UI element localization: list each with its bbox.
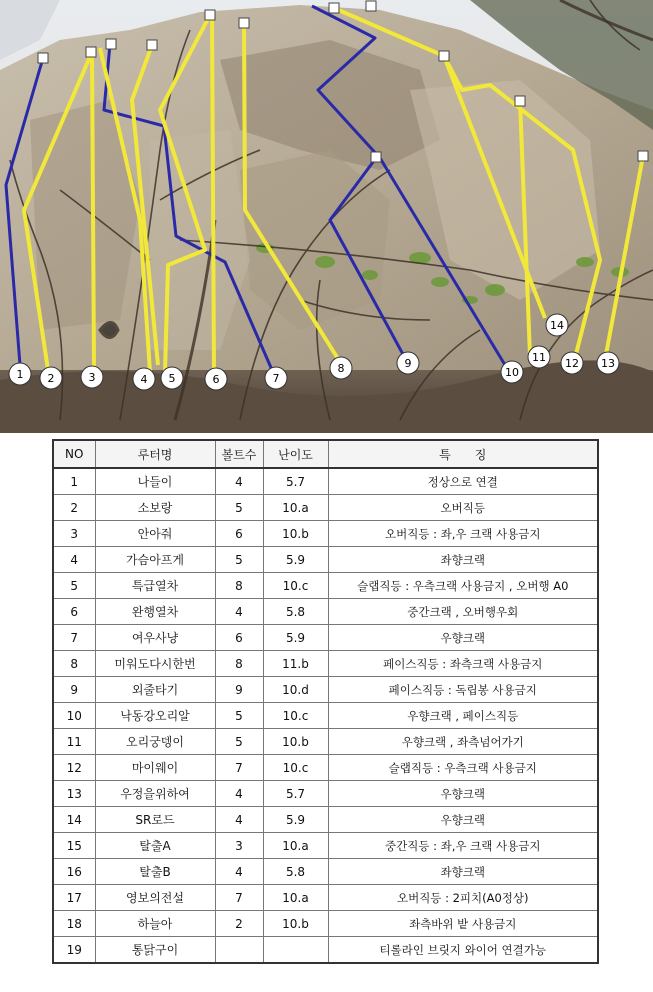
header-grade: 난이도 — [263, 440, 328, 468]
route-label-9 — [397, 352, 419, 374]
header-route-name: 루터명 — [95, 440, 215, 468]
cell-no: 11 — [53, 729, 95, 755]
svg-text:4: 4 — [140, 373, 148, 386]
cell-features: 좌향크랙 — [328, 547, 598, 573]
cell-features: 좌측바위 밭 사용금지 — [328, 911, 598, 937]
cell-no: 17 — [53, 885, 95, 911]
cell-features: 좌향크랙 — [328, 859, 598, 885]
table-row — [53, 573, 598, 599]
table-body — [53, 468, 598, 963]
cell-features: 오버직등 : 좌,우 크랙 사용금지 — [328, 521, 598, 547]
route-label-5 — [161, 367, 183, 389]
svg-text:11: 11 — [532, 351, 546, 364]
cell-no: 6 — [53, 599, 95, 625]
cell-route-name: 하늘아 — [95, 911, 215, 937]
cell-grade: 5.8 — [263, 599, 328, 625]
crag-topo-svg — [0, 0, 653, 433]
route-table-container — [52, 439, 597, 964]
cell-features: 우향크랙 — [328, 807, 598, 833]
cell-no: 12 — [53, 755, 95, 781]
cell-no: 10 — [53, 703, 95, 729]
cell-bolt-count: 7 — [215, 885, 263, 911]
table-row — [53, 547, 598, 573]
route-label-7 — [265, 367, 287, 389]
cell-bolt-count: 4 — [215, 599, 263, 625]
route-label-13 — [597, 352, 619, 374]
table-row — [53, 833, 598, 859]
cell-features: 오버직등 : 2피치(A0정상) — [328, 885, 598, 911]
cell-features: 슬랩직등 : 우측크랙 사용금지 , 오버행 A0 — [328, 573, 598, 599]
cell-grade: 10.a — [263, 833, 328, 859]
cell-features: 우향크랙 , 좌측넘어가기 — [328, 729, 598, 755]
cell-bolt-count: 8 — [215, 573, 263, 599]
cell-grade: 5.7 — [263, 781, 328, 807]
cell-no: 4 — [53, 547, 95, 573]
cell-grade: 10.d — [263, 677, 328, 703]
route-label-12 — [561, 352, 583, 374]
route-info-table — [52, 439, 599, 964]
cell-bolt-count: 9 — [215, 677, 263, 703]
cell-bolt-count: 2 — [215, 911, 263, 937]
cell-grade: 10.c — [263, 573, 328, 599]
cell-route-name: 안아줘 — [95, 521, 215, 547]
table-row — [53, 807, 598, 833]
table-row — [53, 781, 598, 807]
cell-bolt-count: 4 — [215, 781, 263, 807]
svg-text:2: 2 — [47, 372, 55, 385]
cell-no: 9 — [53, 677, 95, 703]
table-row — [53, 599, 598, 625]
svg-text:1: 1 — [16, 368, 24, 381]
cell-bolt-count: 4 — [215, 859, 263, 885]
cell-no: 14 — [53, 807, 95, 833]
cell-no: 2 — [53, 495, 95, 521]
cell-features: 우향크랙 — [328, 781, 598, 807]
route-label-8 — [330, 357, 352, 379]
header-features: 특 징 — [328, 440, 598, 468]
cell-bolt-count: 6 — [215, 521, 263, 547]
cell-bolt-count: 4 — [215, 468, 263, 495]
cell-features: 슬랩직등 : 우측크랙 사용금지 — [328, 755, 598, 781]
cell-no: 16 — [53, 859, 95, 885]
cell-grade: 5.9 — [263, 547, 328, 573]
cell-bolt-count: 8 — [215, 651, 263, 677]
cell-route-name: SR로드 — [95, 807, 215, 833]
route-label-4 — [133, 368, 155, 390]
cell-grade: 10.a — [263, 495, 328, 521]
crag-route-photo — [0, 0, 653, 433]
cell-route-name: 가슴아프게 — [95, 547, 215, 573]
svg-text:13: 13 — [601, 357, 615, 370]
table-row — [53, 651, 598, 677]
cell-features: 중간크랙 , 오버행우회 — [328, 599, 598, 625]
cell-features: 정상으로 연결 — [328, 468, 598, 495]
cell-bolt-count: 4 — [215, 807, 263, 833]
cell-no: 13 — [53, 781, 95, 807]
cell-features: 페이스직등 : 좌측크랙 사용금지 — [328, 651, 598, 677]
cell-route-name: 외줄타기 — [95, 677, 215, 703]
cell-features: 우향크랙 , 페이스직등 — [328, 703, 598, 729]
cell-bolt-count: 7 — [215, 755, 263, 781]
cell-route-name: 특급열차 — [95, 573, 215, 599]
cell-grade: 5.9 — [263, 807, 328, 833]
cell-route-name: 탈출B — [95, 859, 215, 885]
table-row — [53, 677, 598, 703]
table-row — [53, 937, 598, 964]
table-row — [53, 468, 598, 495]
cell-route-name: 소보랑 — [95, 495, 215, 521]
cell-grade: 10.b — [263, 521, 328, 547]
cell-grade: 10.c — [263, 703, 328, 729]
cell-bolt-count: 5 — [215, 729, 263, 755]
cell-grade: 5.7 — [263, 468, 328, 495]
svg-text:12: 12 — [565, 357, 579, 370]
table-row — [53, 911, 598, 937]
cell-grade: 10.b — [263, 911, 328, 937]
cell-bolt-count: 5 — [215, 703, 263, 729]
svg-text:6: 6 — [212, 373, 220, 386]
route-label-2 — [40, 367, 62, 389]
table-row — [53, 729, 598, 755]
cell-route-name: 마이웨이 — [95, 755, 215, 781]
cell-no: 18 — [53, 911, 95, 937]
table-row — [53, 495, 598, 521]
svg-text:9: 9 — [404, 357, 412, 370]
svg-text:10: 10 — [505, 366, 519, 379]
table-row — [53, 625, 598, 651]
cell-features: 우향크랙 — [328, 625, 598, 651]
cell-no: 3 — [53, 521, 95, 547]
table-row — [53, 859, 598, 885]
cell-no: 7 — [53, 625, 95, 651]
cell-route-name: 여우사냥 — [95, 625, 215, 651]
route-label-11 — [528, 346, 550, 368]
table-header-row — [53, 440, 598, 468]
cell-grade — [263, 937, 328, 964]
cell-features: 페이스직등 : 독립봉 사용금지 — [328, 677, 598, 703]
cell-route-name: 통닭구이 — [95, 937, 215, 964]
cell-route-name: 탈출A — [95, 833, 215, 859]
route-label-10 — [501, 361, 523, 383]
cell-bolt-count — [215, 937, 263, 964]
svg-text:7: 7 — [272, 372, 280, 385]
table-row — [53, 521, 598, 547]
table-row — [53, 885, 598, 911]
cell-route-name: 완행열차 — [95, 599, 215, 625]
svg-text:3: 3 — [88, 371, 96, 384]
cell-grade: 10.b — [263, 729, 328, 755]
cell-features: 중간직등 : 좌,우 크랙 사용금지 — [328, 833, 598, 859]
cell-grade: 10.c — [263, 755, 328, 781]
cell-route-name: 미워도다시한번 — [95, 651, 215, 677]
cell-no: 15 — [53, 833, 95, 859]
cell-no: 1 — [53, 468, 95, 495]
svg-text:5: 5 — [168, 372, 176, 385]
route-label-3 — [81, 366, 103, 388]
table-row — [53, 755, 598, 781]
cell-no: 5 — [53, 573, 95, 599]
svg-text:14: 14 — [550, 319, 564, 332]
cell-bolt-count: 5 — [215, 495, 263, 521]
cell-grade: 5.8 — [263, 859, 328, 885]
cell-features: 티롤라인 브릿지 와이어 연결가능 — [328, 937, 598, 964]
header-no: NO — [53, 440, 95, 468]
cell-route-name: 영보의전설 — [95, 885, 215, 911]
cell-route-name: 나들이 — [95, 468, 215, 495]
route-label-14 — [546, 314, 568, 336]
cell-route-name: 낙동강오리알 — [95, 703, 215, 729]
header-bolt-count: 볼트수 — [215, 440, 263, 468]
cell-grade: 10.a — [263, 885, 328, 911]
cell-grade: 11.b — [263, 651, 328, 677]
cell-features: 오버직등 — [328, 495, 598, 521]
route-label-1 — [9, 363, 31, 385]
cell-bolt-count: 5 — [215, 547, 263, 573]
table-row — [53, 703, 598, 729]
cell-no: 8 — [53, 651, 95, 677]
cell-route-name: 오리궁뎅이 — [95, 729, 215, 755]
route-label-6 — [205, 368, 227, 390]
cell-route-name: 우정을위하여 — [95, 781, 215, 807]
svg-text:8: 8 — [337, 362, 345, 375]
cell-bolt-count: 3 — [215, 833, 263, 859]
cell-grade: 5.9 — [263, 625, 328, 651]
cell-bolt-count: 6 — [215, 625, 263, 651]
cell-no: 19 — [53, 937, 95, 964]
